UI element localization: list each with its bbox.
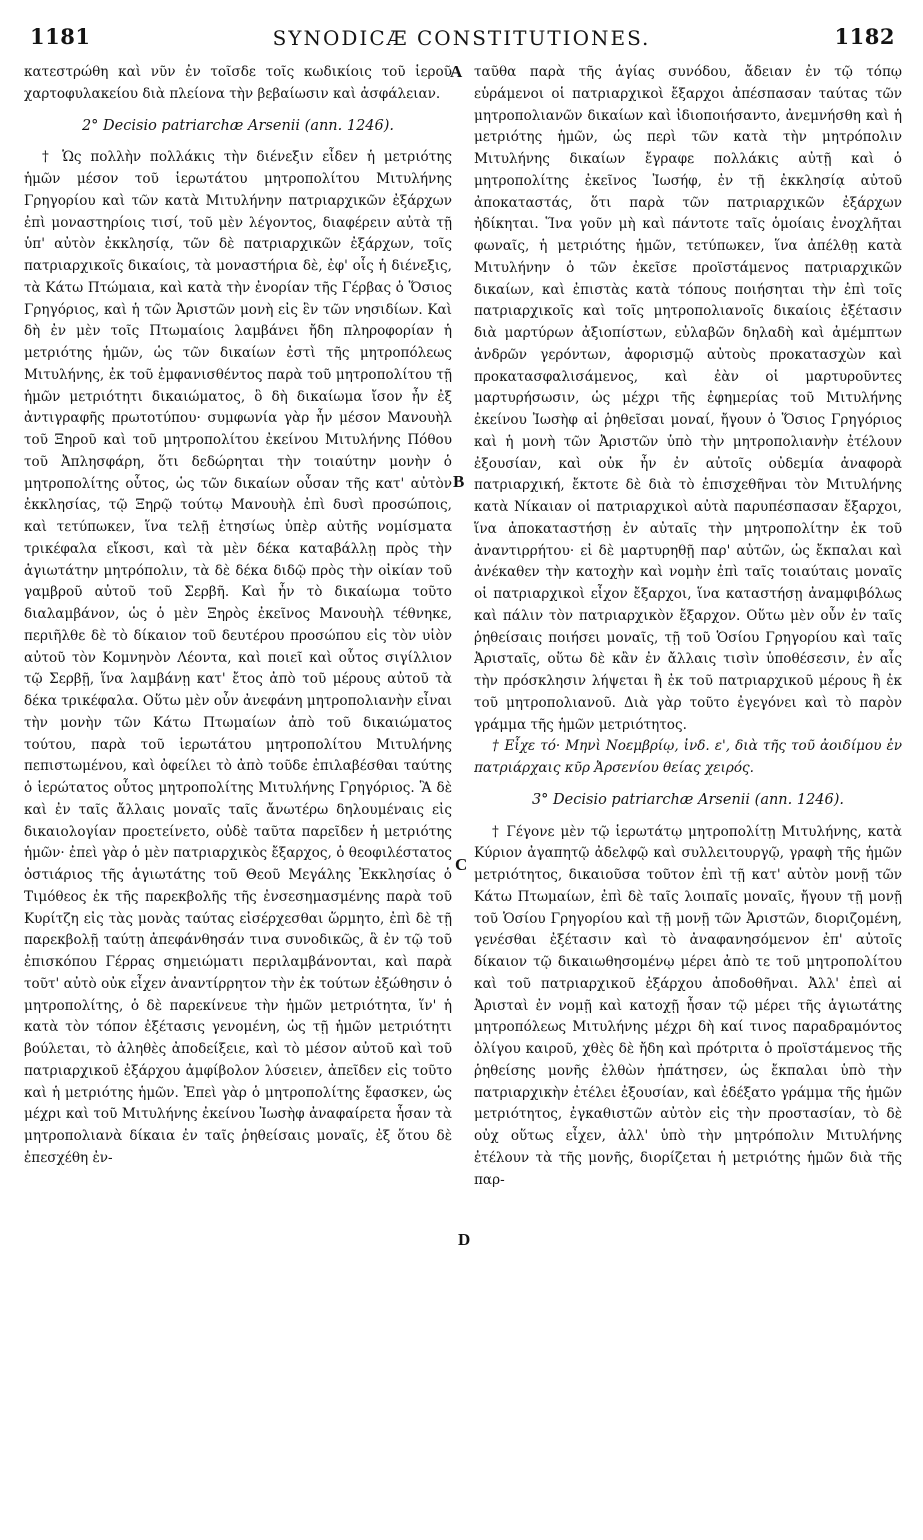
section-heading-decisio-2: 2° Decisio patriarchæ Arsenii (ann. 1246).: [81, 117, 395, 134]
left-para-continuation: κατεστρώθη καὶ νῦν ἐν τοῖσδε τοῖς κωδικίοις τοῦ ἱεροῦ χαρτοφυλακείου διὰ πλείονα τὴν βεβαίωσιν καὶ ἀσφάλειαν.: [24, 64, 452, 102]
margin-letter-a: A: [450, 62, 463, 81]
section-heading-decisio-3: 3° Decisio patriarchæ Arsenii (ann. 1246).: [531, 791, 845, 808]
right-column: [474, 62, 902, 1532]
left-para-decisio-2: † Ὡς πολλὴν πολλάκις τὴν διένεξιν εἶδεν ἡ μετριότης ἡμῶν μέσον τοῦ ἱερωτάτου μητροπολίτου Μιτυλήνης Γρηγορίου καὶ τῶν κατὰ Μιτυλήνην πατριαρχικῶν ἐξάρχων ἐπὶ μοναστηρίοις τισί, τοῦ μὲν λέγοντος, διαφέρειν αὐτὰ τῇ ὑπ' αὐτὸν ἐκκλησίᾳ, τῶν δὲ πατριαρχικῶν ἐξάρχων, τοῖς πατριαρχικοῖς δικαίοις, τὰ μοναστήρια δὲ, ἐφ' οἷς ἡ διένεξις, τὰ Κάτω Πτώμαια, καὶ κατὰ τὴν ἐνορίαν τῆς Γέρβας ὁ Ὅσιος Γρηγόριος, καὶ ἡ τῶν Ἀριστῶν μονὴ εἰς ἓν τῶν νησιδίων. Καὶ δὴ ἐν μὲν τοῖς Πτωμαίοις λαμβάνει ἤδη πληροφορίαν ἡ μετριότης ἡμῶν, ὡς τῶν δικαίων ἐστὶ τῆς μητροπόλεως Μιτυλήνης, ἐκ τοῦ ἐμφανισθέντος παρὰ τοῦ μητροπολίτου τῇ ἡμῶν μετριότητι δικαιώματος, ὃ δὴ δικαίωμα ἴσον ἦν ἐξ ἀντιγραφῆς πρωτοτύπου· συμφωνία γὰρ ἦν μέσον Μανουὴλ τοῦ Ξηροῦ καὶ τοῦ μητροπολίτου ἐκείνου Μιτυλήνης Πόθου τοῦ Ἀπλησφάρη, ὅτι δεδώρηται τὴν τοιαύτην μονὴν ὁ μητροπολίτης οὗτος, ὡς τῶν δικαίων οὖσαν τῆς κατ' αὐτὸν ἐκκλησίας, τῷ Ξηρῷ τούτῳ Μανουὴλ ἐπὶ δυσὶ προσώποις, καὶ τετύπωκεν, ἵνα τελῇ ἐτησίως ὑπὲρ αὐτῆς νομίσματα τρικέφαλα εἴκοσι, καὶ τὰ μὲν δέκα καταβάλλῃ πρὸς τὴν ἁγιωτάτην μητρόπολιν, τὰ δὲ δέκα διδῷ πρὸς τὴν οἰκίαν τοῦ γαμβροῦ αὐτοῦ τοῦ Σερβῆ. Καὶ ἦν τὸ δικαίωμα τοῦτο διαλαμβάνον, ὡς ὁ μὲν Ξηρὸς ἐκεῖνος Μανουὴλ τέθνηκε, περιῆλθε δὲ τὸ δίκαιον τοῦ δευτέρου προσώπου εἰς τὸν υἱὸν αὐτοῦ τὸν Κομνηνὸν Λέοντα, καὶ ποιεῖ καὶ οὗτος σιγίλλιον τῷ Σερβῇ, ἵνα λαμβάνῃ κατ' ἔτος ἀπὸ τοῦ μέρους αὐτοῦ τὰ δέκα τρικέφαλα. Οὕτω μὲν οὖν ἀνεφάνη μητροπολιανὴν εἶναι τὴν μονὴν τῶν Κάτω Πτωμαίων ἀπὸ τοῦ δικαιώματος τούτου, παρὰ τοῦ ἱερωτάτου μητροπολίτου Μιτυλήνης πεπιστωμένου, καὶ ὀφείλει τὸ ἀπὸ τοῦδε ἐπιλαβέσθαι ταύτης ὁ ἱερώτατος οὗτος μητροπολίτης Μιτυλήνης Γρηγόριος. Ἃ δὲ καὶ ἐν ταῖς ἄλλαις μοναῖς ταῖς ἄνωτέρω δηλουμέναις εἰς δικαιολογίαν προετείνετο, οὐδὲ ταῦτα παρεῖδεν ἡ μετριότης ἡμῶν· ἐπεὶ γὰρ ὁ μὲν πατριαρχικὸς ἔξαρχος, ὁ θεοφιλέστατος ὀστιάριος τῆς ἁγιωτάτης τοῦ Θεοῦ Μεγάλης Ἐκκλησίας ὁ Τιμόθεος ἐκ τῆς παρεκβολῆς τῆς ἐνσεσημασμένης παρὰ τοῦ Κυρίτζη εἰς τὰς μονὰς ταύτας εἰσέρχεσθαι ὥρμητο, ἐπὶ δὲ τῇ παρεκβολῇ ταύτῃ ἀπεφάνθησάν τινα συνοδικῶς, ἃ ἐν τῷ τοῦ ἐπισκόπου Γέρρας σημειώματι περιλαμβάνονται, καὶ παρὰ τοῦτ' αὐτὸ οὐκ εἶχεν ἀναντίρρητον τὴν ἐκ τούτων ἐξώθησιν ὁ μητροπολίτης, ὁ δὲ παρεκίνευε τὴν ἡμῶν μετριότητα, ἵν' ἡ κατὰ τὸν τόπον ἐξέτασις γενομένη, ὡς τῇ ἡμῶν μετριότητι βούλεται, τὸ ἀληθὲς ἀποδείξειε, καὶ τὸ μέσον αὐτοῦ καὶ τοῦ πατριαρχικοῦ ἐξάρχου ἀμφίβολον λύσειεν, ἀπεῖδεν εἰς τοῦτο καὶ ἡ μετριότης ἡμῶν. Ἐπεὶ γὰρ ὁ μητροπολίτης ἔφασκεν, ὡς μέχρι καὶ τοῦ Μιτυλήνης ἐκείνου Ἰωσὴφ ἀναφαίρετα ἦσαν τὰ μητροπολιανὰ δίκαια ἐν ταῖς ῥηθείσαις μοναῖς, ἐξ ὅτου δὲ ἐπεσχέθη ἐν-: [24, 149, 452, 1166]
margin-letter-b: B: [453, 472, 465, 491]
signature-note: † Εἶχε τό· Μηνὶ Νοεμβρίῳ, ἰνδ. ε', διὰ τῆς τοῦ ἀοιδίμου ἐν πατριάρχαις κῦρ Ἀρσενίου θείας χειρός.: [474, 738, 902, 776]
left-column: [24, 62, 452, 1532]
right-para-continuation: ταῦθα παρὰ τῆς ἁγίας συνόδου, ἄδειαν ἐν τῷ τόπῳ εὑράμενοι οἱ πατριαρχικοὶ ἔξαρχοι ἀπέσπασαν ταύτας τῶν μητροπολιανῶν δικαίων καὶ ἰδιοποιήσαντο, ἀνεμνήσθη καὶ ἡ μετριότης ἡμῶν, ὡς περὶ τῶν κατὰ τὴν μητρόπολιν Μιτυλήνης δικαίων ἔγραφε πολλάκις αὐτῇ καὶ ὁ μητροπολίτης ἐκεῖνος Ἰωσήφ, ἐν τῇ ἐκκλησίᾳ αὐτοῦ ἀποκαταστάς, ὅτι παρὰ τῶν πατριαρχικῶν ἐξάρχων ἠδίκηται. Ἵνα γοῦν μὴ καὶ πάντοτε ταῖς ὁμοίαις ἐνοχλῆται φωναῖς, ἡ μετριότης ἡμῶν, τετύπωκεν, ἵνα ἀπέλθῃ κατὰ Μιτυλήνην ὁ τῶν ἐκεῖσε προϊστάμενος πατριαρχικῶν δικαίων, καὶ ἐπιστὰς κατὰ τόπους ποιήσηται τὴν ἐπὶ τοῖς πατριαρχικοῖς καὶ τοῖς μητροπολιανοῖς δικαίοις ἐξέτασιν διὰ μαρτύρων ἀξιοπίστων, εὐλαβῶν δηλαδὴ καὶ ἀμέμπτων ἀνδρῶν γερόντων, ἀφορισμῷ αὐτοὺς προκατασχὼν καὶ προκατασφαλισάμενος, καὶ ἐὰν οἱ μαρτυροῦντες μαρτυρήσωσιν, ὡς μέχρι τῆς ἐφημερίας τοῦ Μιτυλήνης ἐκείνου Ἰωσὴφ αἱ ῥηθεῖσαι μοναί, ἤγουν ὁ Ὅσιος Γρηγόριος καὶ ἡ μονὴ τῶν Ἀριστῶν ὑπὸ τὴν μητροπολιανὴν ἐτέλουν ἐξουσίαν, καὶ οὐκ ἦν ἐν αὐτοῖς οὐδεμία ἀναφορὰ πατριαρχική, ἔκτοτε δὲ διὰ τὸ ἐπισχεθῆναι τὸν Μιτυλήνης κατὰ Νίκαιαν οἱ πατριαρχικοὶ αὐτὰ παρυπέσπασαν ἔξαρχοι, ἵνα ἀποκαταστήσῃ ἐν αὐταῖς τὴν μητροπολίτην ἐκ τοῦ ἀναντιρρήτου· εἰ δὲ μαρτυρηθῇ παρ' αὐτῶν, ὡς ἔκπαλαι καὶ ἀνέκαθεν τὴν κατοχὴν καὶ νομὴν ἐπὶ ταῖς τοιαύταις μοναῖς οἱ πατριαρχικοὶ εἶχον ἔξαρχοι, ἵνα καταστήσῃ ἀναμφιβόλως καὶ πάλιν τὸν πατριαρχικὸν ἔξαρχον. Οὕτω μὲν οὖν ἐν ταῖς ῥηθείσαις ποιήσει μοναῖς, τῇ τοῦ Ὁσίου Γρηγορίου καὶ ταῖς Ἀρισταῖς, οὕτω δὲ κἂν ἐν ἄλλαις τισὶν ὑποθέσεσιν, ἐν αἷς τὴν πρόσκλησιν λήψεται ἢ ἐκ τοῦ πατριαρχικοῦ μέρους ἢ ἐκ τοῦ μητροπολιανοῦ. Διὰ γὰρ τοῦτο ἐγεγόνει καὶ τὸ παρὸν γράμμα τῆς ἡμῶν μετριότητος.: [474, 64, 902, 733]
running-title: SYNODICÆ CONSTITUTIONES.: [272, 26, 651, 50]
margin-letter-d: D: [458, 1230, 471, 1249]
right-page-number: 1182: [834, 24, 895, 49]
left-page-number: 1181: [30, 24, 91, 49]
page-header: [0, 0, 923, 62]
margin-letter-c: C: [455, 855, 468, 874]
right-para-decisio-3: † Γέγονε μὲν τῷ ἱερωτάτῳ μητροπολίτῃ Μιτυλήνης, κατὰ Κύριον ἀγαπητῷ ἀδελφῷ καὶ συλλειτουργῷ, γραφὴ τῆς ἡμῶν μετριότητος, δικαιοῦσα τοῦτον ἐπὶ τῇ κατ' αὐτὸν μονῇ τῶν Κάτω Πτωμαίων, ἐπὶ δὲ ταῖς λοιπαῖς μοναῖς, ἤγουν τῇ μονῇ τοῦ Ὁσίου Γρηγορίου καὶ τῇ μονῇ τῶν Ἀριστῶν, διοριζομένη, γενέσθαι ἐξέτασιν καὶ τὸ ἀναφανησόμενον ἐπ' αὐτοῖς δίκαιον τῷ δικαιωθησομένῳ μέρει ἀπὸ τε τοῦ μητροπολίτου καὶ τοῦ πατριαρχικοῦ ἐξάρχου ἀποδοθῆναι. Ἀλλ' ἐπεὶ αἱ Ἀρισταὶ ἐν νομῇ καὶ κατοχῇ ἦσαν τῷ μέρει τῆς ἁγιωτάτης μητροπόλεως Μιτυλήνης μέχρι δὴ καί τινος παραδραμόντος ὀλίγου καιροῦ, χθὲς δὲ ἤδη καὶ πρότριτα ὁ προϊστάμενος τῆς ῥηθείσης μονῆς ἐλθὼν ἠπάτησεν, ὡς ἔκπαλαι ὑπὸ τὴν πατριαρχικὴν ἐτέλει ἐξουσίαν, καὶ ἐδέξατο γράμμα τῆς ἡμῶν μετριότητος, ἐγκαθιστῶν αὐτὸν εἰς τὴν προστασίαν, τὸ δὲ οὐχ οὕτως εἶχεν, ἀλλ' ὑπὸ τὴν μητρόπολιν Μιτυλήνης ἐτέλουν τὰ τῆς μονῆς, διορίζεται ἡ μετριότης ἡμῶν διὰ τῆς παρ-: [474, 823, 902, 1188]
